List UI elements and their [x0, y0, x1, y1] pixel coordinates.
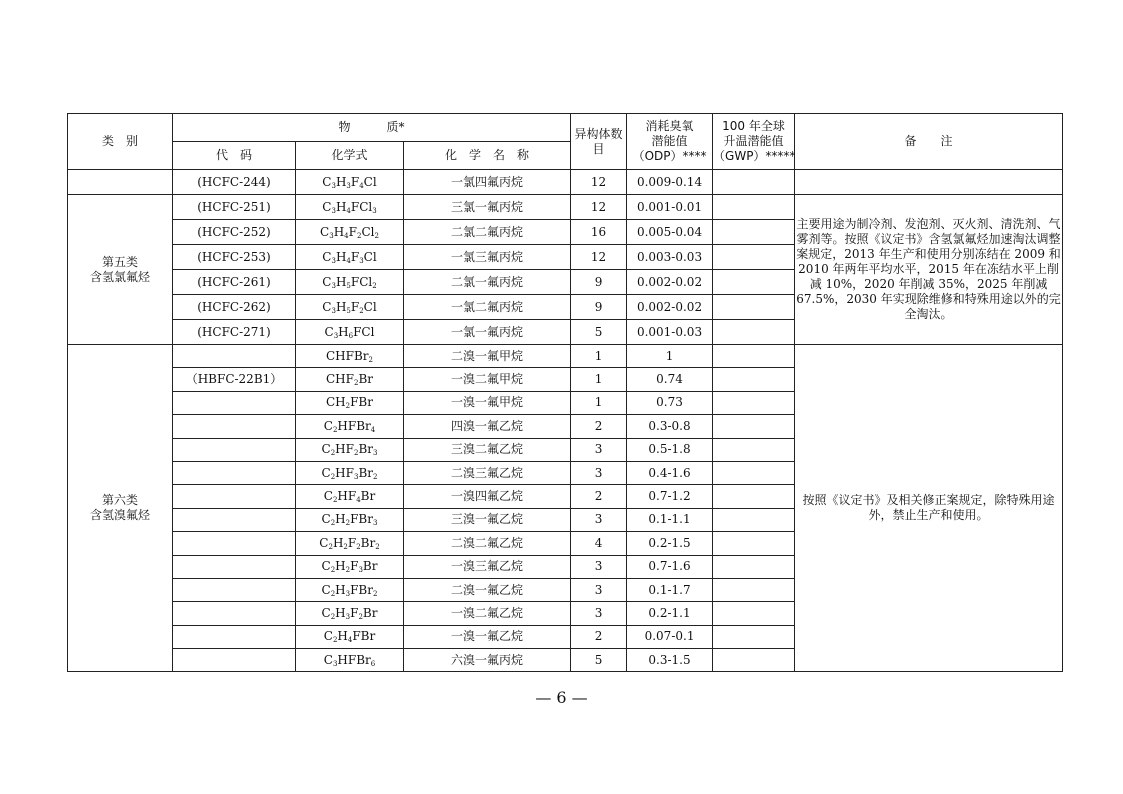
code-cell — [173, 602, 296, 625]
remarks-cell — [795, 170, 1063, 195]
isomers-cell: 5 — [571, 649, 627, 672]
name-cell: 一氯二氟丙烷 — [404, 295, 571, 320]
gwp-cell — [713, 368, 795, 391]
name-cell: 一氯四氟丙烷 — [404, 170, 571, 195]
odp-cell: 0.001-0.01 — [627, 195, 713, 220]
code-cell: （HBFC-22B1） — [173, 368, 296, 391]
header-substance: 物 质* — [173, 114, 571, 142]
name-cell: 一溴一氟乙烷 — [404, 625, 571, 648]
isomers-cell: 9 — [571, 295, 627, 320]
code-cell — [173, 345, 296, 368]
gwp-cell — [713, 320, 795, 345]
group6-category-cell — [68, 345, 173, 672]
code-cell — [173, 555, 296, 578]
code-cell: (HCFC-271) — [173, 320, 296, 345]
isomers-cell: 3 — [571, 578, 627, 601]
formula-cell: $C_3HFBr_6$ — [296, 649, 404, 672]
header-code: 代 码 — [173, 142, 296, 170]
code-cell — [173, 438, 296, 461]
page-number: — 6 — — [535, 688, 588, 707]
code-cell: (HCFC-261) — [173, 270, 296, 295]
gwp-cell — [713, 295, 795, 320]
isomers-cell: 3 — [571, 438, 627, 461]
name-cell: 二溴二氟乙烷 — [404, 532, 571, 555]
header-remarks: 备 注 — [795, 114, 1063, 170]
name-cell: 二溴一氟乙烷 — [404, 578, 571, 601]
group5-category-line2: 含氢氯氟烃 — [89, 269, 150, 284]
odp-cell: 0.7-1.6 — [627, 555, 713, 578]
odp-cell: 0.7-1.2 — [627, 485, 713, 508]
gwp-cell — [713, 508, 795, 531]
formula-cell: $C_2H_3F_2Br$ — [296, 602, 404, 625]
isomers-cell: 1 — [571, 345, 627, 368]
odp-cell: 0.002-0.02 — [627, 270, 713, 295]
code-cell: (HCFC-262) — [173, 295, 296, 320]
odp-cell: 0.5-1.8 — [627, 438, 713, 461]
code-cell — [173, 578, 296, 601]
odp-cell: 0.003-0.03 — [627, 245, 713, 270]
isomers-cell: 5 — [571, 320, 627, 345]
code-cell — [173, 532, 296, 555]
gwp-cell — [713, 602, 795, 625]
formula-cell: $C_3H_4F_2Cl_2$ — [296, 220, 404, 245]
gwp-cell — [713, 461, 795, 484]
gwp-cell — [713, 649, 795, 672]
group5-category-cell — [68, 195, 173, 345]
formula-cell: CHFBr$_2$ — [296, 345, 404, 368]
group5-category-line1: 第五类 — [101, 254, 138, 269]
odp-cell: 0.001-0.03 — [627, 320, 713, 345]
gwp-cell — [713, 345, 795, 368]
formula-cell: $C_2HF_4Br$ — [296, 485, 404, 508]
isomers-cell: 2 — [571, 485, 627, 508]
code-cell — [173, 415, 296, 438]
gwp-cell — [713, 532, 795, 555]
isomers-cell: 3 — [571, 555, 627, 578]
gwp-cell — [713, 415, 795, 438]
gwp-cell — [713, 578, 795, 601]
odp-cell: 0.4-1.6 — [627, 461, 713, 484]
gwp-cell — [713, 391, 795, 414]
formula-cell: $CHF_2Br$ — [296, 368, 404, 391]
name-cell: 一氯三氟丙烷 — [404, 245, 571, 270]
odp-cell: 0.009-0.14 — [627, 170, 713, 195]
odp-cell: 0.002-0.02 — [627, 295, 713, 320]
header-odp — [627, 114, 713, 170]
header-odp-line3: （ODP）**** — [632, 149, 707, 163]
code-cell — [173, 625, 296, 648]
isomers-cell: 1 — [571, 368, 627, 391]
code-cell: (HCFC-252) — [173, 220, 296, 245]
isomers-cell: 3 — [571, 508, 627, 531]
formula-cell: $C_3H_4FCl_3$ — [296, 195, 404, 220]
substances-table — [67, 113, 1063, 672]
gwp-cell — [713, 220, 795, 245]
table-row — [68, 195, 1063, 220]
isomers-cell: 3 — [571, 602, 627, 625]
header-category: 类 别 — [68, 114, 173, 170]
odp-cell: 0.2-1.5 — [627, 532, 713, 555]
formula-cell: $CH_2FBr$ — [296, 391, 404, 414]
odp-cell: 1 — [627, 345, 713, 368]
odp-cell: 0.07-0.1 — [627, 625, 713, 648]
name-cell: 一溴四氟乙烷 — [404, 485, 571, 508]
group6-category-line2: 含氢溴氟烃 — [89, 508, 150, 523]
header-gwp — [713, 114, 795, 170]
header-row-1 — [68, 114, 1063, 142]
code-cell: (HCFC-253) — [173, 245, 296, 270]
header-chem-name: 化 学 名 称 — [404, 142, 571, 170]
group5-remarks-cell: 主要用途为制冷剂、发泡剂、灭火剂、清洗剂、气雾剂等。按照《议定书》含氢氯氟烃加速淘汰调整案规定，2013 年生产和使用分别冻结在 2009 和 2010 年两年平均水平，2015 年在冻结水平上削减 10%，2020 年削减 35%，2025 年削减 67.5%，2030 年实现除维修和特殊用途以外的完全淘汰。 — [795, 195, 1063, 345]
isomers-cell: 1 — [571, 391, 627, 414]
name-cell: 二氯一氟丙烷 — [404, 270, 571, 295]
formula-cell: $C_2HF_3Br_2$ — [296, 461, 404, 484]
header-isomers-text: 异构体数目 — [574, 126, 623, 156]
formula-cell: $C_3H_3F_4Cl$ — [296, 170, 404, 195]
name-cell: 二溴一氟甲烷 — [404, 345, 571, 368]
header-gwp-line2: 升温潜能值 — [723, 134, 784, 148]
isomers-cell: 3 — [571, 461, 627, 484]
gwp-cell — [713, 438, 795, 461]
name-cell: 四溴一氟乙烷 — [404, 415, 571, 438]
name-cell: 一溴二氟乙烷 — [404, 602, 571, 625]
formula-cell: $C_2H_3FBr_2$ — [296, 578, 404, 601]
formula-cell: $C_2H_2FBr_3$ — [296, 508, 404, 531]
formula-cell: $C_3H_5F_2Cl$ — [296, 295, 404, 320]
isomers-cell: 12 — [571, 170, 627, 195]
gwp-cell — [713, 625, 795, 648]
name-cell: 六溴一氟丙烷 — [404, 649, 571, 672]
formula-cell: $C_3H_5FCl_2$ — [296, 270, 404, 295]
gwp-cell — [713, 555, 795, 578]
table-row — [68, 345, 1063, 368]
odp-cell: 0.3-0.8 — [627, 415, 713, 438]
name-cell: 三溴一氟乙烷 — [404, 508, 571, 531]
name-cell: 二氯二氟丙烷 — [404, 220, 571, 245]
name-cell: 一溴二氟甲烷 — [404, 368, 571, 391]
isomers-cell: 2 — [571, 625, 627, 648]
category-cell — [68, 170, 173, 195]
formula-cell: $C_2H_2F_3Br$ — [296, 555, 404, 578]
group6-remarks-cell: 按照《议定书》及相关修正案规定，除特殊用途外，禁止生产和使用。 — [795, 345, 1063, 672]
isomers-cell: 16 — [571, 220, 627, 245]
name-cell: 一溴三氟乙烷 — [404, 555, 571, 578]
code-cell — [173, 485, 296, 508]
header-gwp-line1: 100 年全球 — [722, 119, 785, 133]
code-cell — [173, 508, 296, 531]
isomers-cell: 9 — [571, 270, 627, 295]
formula-cell: $C_3H_6FCl$ — [296, 320, 404, 345]
gwp-cell — [713, 485, 795, 508]
isomers-cell: 12 — [571, 245, 627, 270]
formula-cell: $C_2H_4FBr$ — [296, 625, 404, 648]
table-row — [68, 170, 1063, 195]
formula-cell: $C_3H_4F_3Cl$ — [296, 245, 404, 270]
header-odp-line2: 潜能值 — [651, 134, 688, 148]
name-cell: 一氯一氟丙烷 — [404, 320, 571, 345]
odp-cell: 0.73 — [627, 391, 713, 414]
header-gwp-line3: （GWP）***** — [713, 149, 796, 163]
code-cell — [173, 391, 296, 414]
odp-cell: 0.74 — [627, 368, 713, 391]
header-isomers — [571, 114, 627, 170]
code-cell: (HCFC-251) — [173, 195, 296, 220]
gwp-cell — [713, 245, 795, 270]
isomers-cell: 2 — [571, 415, 627, 438]
formula-cell: $C_2HFBr_4$ — [296, 415, 404, 438]
gwp-cell — [713, 270, 795, 295]
header-formula: 化学式 — [296, 142, 404, 170]
name-cell: 三溴二氟乙烷 — [404, 438, 571, 461]
gwp-cell — [713, 170, 795, 195]
header-odp-line1: 消耗臭氧 — [645, 119, 694, 133]
isomers-cell: 4 — [571, 532, 627, 555]
odp-cell: 0.1-1.7 — [627, 578, 713, 601]
odp-cell: 0.2-1.1 — [627, 602, 713, 625]
odp-cell: 0.1-1.1 — [627, 508, 713, 531]
gwp-cell — [713, 195, 795, 220]
name-cell: 一溴一氟甲烷 — [404, 391, 571, 414]
name-cell: 二溴三氟乙烷 — [404, 461, 571, 484]
formula-cell: $C_2HF_2Br_3$ — [296, 438, 404, 461]
isomers-cell: 12 — [571, 195, 627, 220]
odp-cell: 0.3-1.5 — [627, 649, 713, 672]
code-cell — [173, 649, 296, 672]
formula-cell: $C_2H_2F_2Br_2$ — [296, 532, 404, 555]
odp-cell: 0.005-0.04 — [627, 220, 713, 245]
group6-category-line1: 第六类 — [101, 493, 138, 508]
code-cell: (HCFC-244) — [173, 170, 296, 195]
code-cell — [173, 461, 296, 484]
name-cell: 三氯一氟丙烷 — [404, 195, 571, 220]
